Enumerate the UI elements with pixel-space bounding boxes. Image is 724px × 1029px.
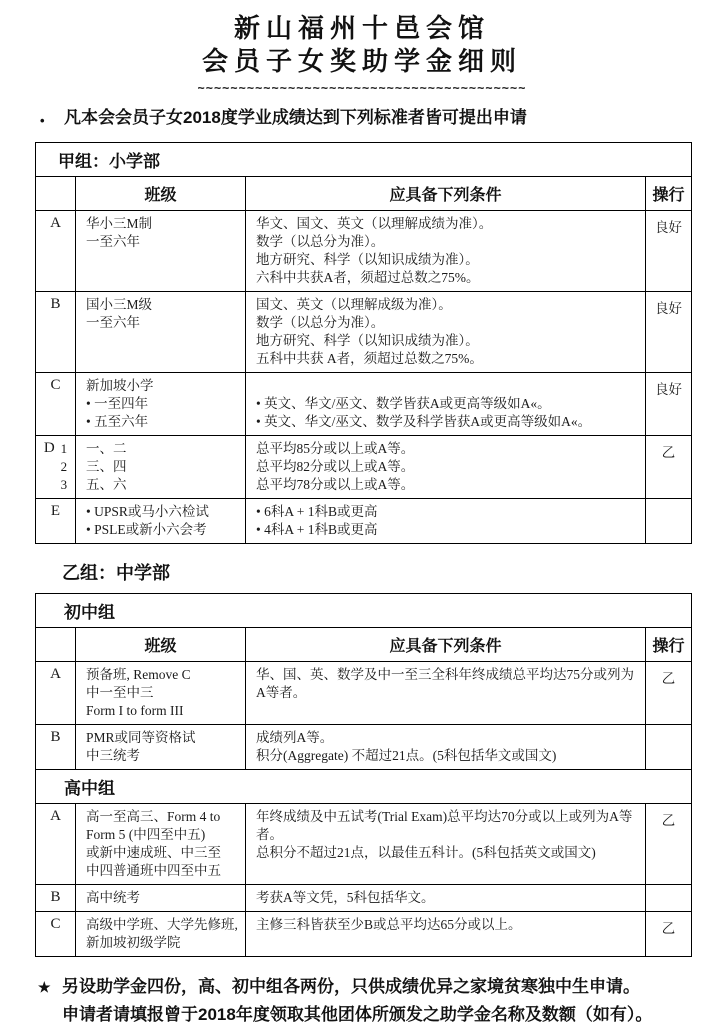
row-letter: B	[36, 292, 76, 373]
senior-band-title: 高中组	[36, 770, 692, 804]
conditions-cell	[246, 912, 646, 957]
conditions-cell	[246, 725, 646, 770]
page-title-line2: 会员子女奖助学金细则	[201, 46, 522, 76]
class-cell	[76, 804, 246, 885]
condition-line: 年终成绩及中五试考(Trial Exam)总平均达70分或以上或列为A等者。	[256, 809, 633, 842]
condition-line: • 6科A + 1科B或更高	[256, 504, 378, 519]
row-letter: A	[36, 662, 76, 725]
class-cell	[76, 211, 246, 292]
conduct-cell: 乙	[646, 912, 692, 957]
conduct-cell: 乙	[646, 804, 692, 885]
conditions-cell	[246, 292, 646, 373]
class-line: PMR或同等资格试	[86, 730, 196, 745]
sub-number: 1	[60, 441, 68, 456]
class-cell	[76, 725, 246, 770]
row-letter: C	[36, 373, 76, 436]
class-line: 新加坡初级学院	[86, 935, 181, 950]
table-row-d	[36, 436, 692, 499]
page-title-line1: 新山福州十邑会馆	[233, 13, 490, 43]
footer-note-2-text: 申请者请填报曾于2018年度领取其他团体所颁发之助学金名称及数额（如有）。	[62, 1005, 653, 1024]
junior-row-a	[36, 662, 692, 725]
condition-line: 总平均78分或以上或A等。	[256, 477, 415, 492]
footer-note-1-text: 另设助学金四份，高、初中组各两份，只供成绩优异之家境贫寒独中生申请。	[62, 977, 640, 996]
condition-line: 考获A等文凭，5科包括华文。	[256, 890, 435, 905]
footer-note-2	[38, 1001, 724, 1029]
tilde-divider: ~~~~~~~~~~~~~~~~~~~~~~~~~~~~~~~~~~~~~~~~	[197, 81, 527, 95]
class-cell	[76, 912, 246, 957]
intro-text: 凡本会会员子女2018度学业成绩达到下列标准者皆可提出申请	[64, 108, 527, 127]
col-header-class: 班级	[76, 177, 246, 211]
conditions-cell	[246, 804, 646, 885]
class-line: • PSLE或新小六会考	[86, 522, 207, 537]
row-letter	[36, 436, 76, 499]
senior-row-b	[36, 885, 692, 912]
class-line: 三、四	[86, 459, 127, 474]
condition-line: 五科中共获 A者，须超过总数之75%。	[256, 351, 483, 366]
condition-line	[256, 377, 641, 395]
condition-line: 地方研究、科学（以知识成绩为准）。	[256, 252, 479, 267]
class-line: 高一至高三、Form 4 to	[86, 809, 221, 824]
conditions-cell	[246, 373, 646, 436]
class-line: 一至六年	[86, 315, 140, 330]
group-b-header-row	[36, 628, 692, 662]
class-line: 或新中速成班、中三至	[86, 845, 221, 860]
class-cell	[76, 292, 246, 373]
class-line: Form 5 (中四至中五)	[86, 827, 206, 842]
conditions-cell	[246, 436, 646, 499]
junior-row-b	[36, 725, 692, 770]
col-header-conduct: 操行	[646, 628, 692, 662]
conditions-cell	[246, 499, 646, 544]
condition-line: 成绩列A等。	[256, 730, 334, 745]
class-line: 中四普通班中四至中五	[86, 863, 221, 878]
conduct-cell: 良好	[646, 373, 692, 436]
class-line: 预备班, Remove C	[86, 667, 191, 682]
sub-number: 3	[60, 477, 68, 492]
class-line: 国小三M级	[86, 297, 153, 312]
class-line: 高级中学班、大学先修班,	[86, 917, 238, 932]
star-icon: ★	[38, 979, 51, 995]
junior-band-row	[36, 594, 692, 628]
condition-line: 华文、国文、英文（以理解成绩为准）。	[256, 216, 493, 231]
row-letter: B	[36, 725, 76, 770]
class-line: 新加坡小学	[86, 378, 154, 393]
group-b-title: 乙组：中学部	[62, 563, 170, 583]
row-sub-numbers	[61, 440, 68, 494]
col-header-class: 班级	[76, 628, 246, 662]
class-cell	[76, 499, 246, 544]
col-header-conduct: 操行	[646, 177, 692, 211]
col-header-no	[36, 177, 76, 211]
row-letter: E	[36, 499, 76, 544]
note-indent	[38, 1001, 62, 1029]
conduct-cell	[646, 885, 692, 912]
row-letter: B	[36, 885, 76, 912]
row-letter: C	[36, 912, 76, 957]
row-letter: A	[36, 211, 76, 292]
class-line: • 一至四年	[86, 396, 149, 411]
conduct-cell	[646, 499, 692, 544]
condition-line: 地方研究、科学（以知识成绩为准）。	[256, 333, 479, 348]
class-cell	[76, 436, 246, 499]
junior-band-title: 初中组	[36, 594, 692, 628]
table-row-b	[36, 292, 692, 373]
table-row-e	[36, 499, 692, 544]
conditions-cell	[246, 211, 646, 292]
condition-line: 华、国、英、数学及中一至三全科年终成绩总平均达75分或列为A等者。	[256, 667, 634, 700]
row-letter-d: D	[43, 440, 55, 456]
condition-line: 积分(Aggregate) 不超过21点。(5科包括华文或国文)	[256, 748, 557, 763]
class-line: 中一至中三	[86, 685, 154, 700]
col-header-conditions: 应具备下列条件	[246, 177, 646, 211]
group-a-header-row	[36, 177, 692, 211]
bullet-icon: •	[40, 113, 45, 128]
conduct-cell: 良好	[646, 211, 692, 292]
col-header-no	[36, 628, 76, 662]
condition-line: 六科中共获A者，须超过总数之75%。	[256, 270, 480, 285]
group-b-table	[35, 593, 692, 957]
table-row-c	[36, 373, 692, 436]
conditions-cell	[246, 662, 646, 725]
group-a-band-row	[36, 143, 692, 177]
class-line: • 五至六年	[86, 414, 149, 429]
condition-line: • 英文、华文/巫文、数学皆获A或更高等级如A«。	[256, 396, 551, 411]
condition-line: 总平均82分或以上或A等。	[256, 459, 415, 474]
class-cell	[76, 885, 246, 912]
class-line: 一至六年	[86, 234, 140, 249]
condition-line: 总积分不超过21点，以最佳五科计。(5科包括英文或国文)	[256, 845, 596, 860]
class-line: 五、六	[86, 477, 127, 492]
footer-note-1	[38, 973, 724, 1001]
conduct-cell: 乙	[646, 436, 692, 499]
intro-note	[40, 107, 724, 132]
class-line: 高中统考	[86, 890, 140, 905]
condition-line: 国文、英文（以理解成级为准）。	[256, 297, 452, 312]
condition-line: 总平均85分或以上或A等。	[256, 441, 415, 456]
sub-number: 2	[60, 459, 68, 474]
senior-row-a	[36, 804, 692, 885]
condition-line: • 4科A + 1科B或更高	[256, 522, 378, 537]
table-row-a	[36, 211, 692, 292]
conduct-cell	[646, 725, 692, 770]
class-line: 华小三M制	[86, 216, 153, 231]
class-cell	[76, 373, 246, 436]
col-header-conditions: 应具备下列条件	[246, 628, 646, 662]
group-a-title: 甲组：小学部	[36, 143, 692, 177]
class-cell	[76, 662, 246, 725]
conduct-cell: 乙	[646, 662, 692, 725]
senior-band-row	[36, 770, 692, 804]
conduct-cell: 良好	[646, 292, 692, 373]
class-line: 一、二	[86, 441, 127, 456]
condition-line: • 英文、华文/巫文、数学及科学皆获A或更高等级如A«。	[256, 414, 592, 429]
senior-row-c	[36, 912, 692, 957]
condition-line: 主修三科皆获至少B或总平均达65分或以上。	[256, 917, 522, 932]
class-line: • UPSR或马小六检试	[86, 504, 209, 519]
class-line: Form I to form III	[86, 703, 184, 718]
condition-line: 数学（以总分为准）。	[256, 234, 385, 249]
conditions-cell	[246, 885, 646, 912]
row-letter: A	[36, 804, 76, 885]
condition-line: 数学（以总分为准）。	[256, 315, 385, 330]
class-line: 中三统考	[86, 748, 140, 763]
footer-notes	[38, 973, 724, 1029]
group-a-table	[35, 142, 692, 544]
